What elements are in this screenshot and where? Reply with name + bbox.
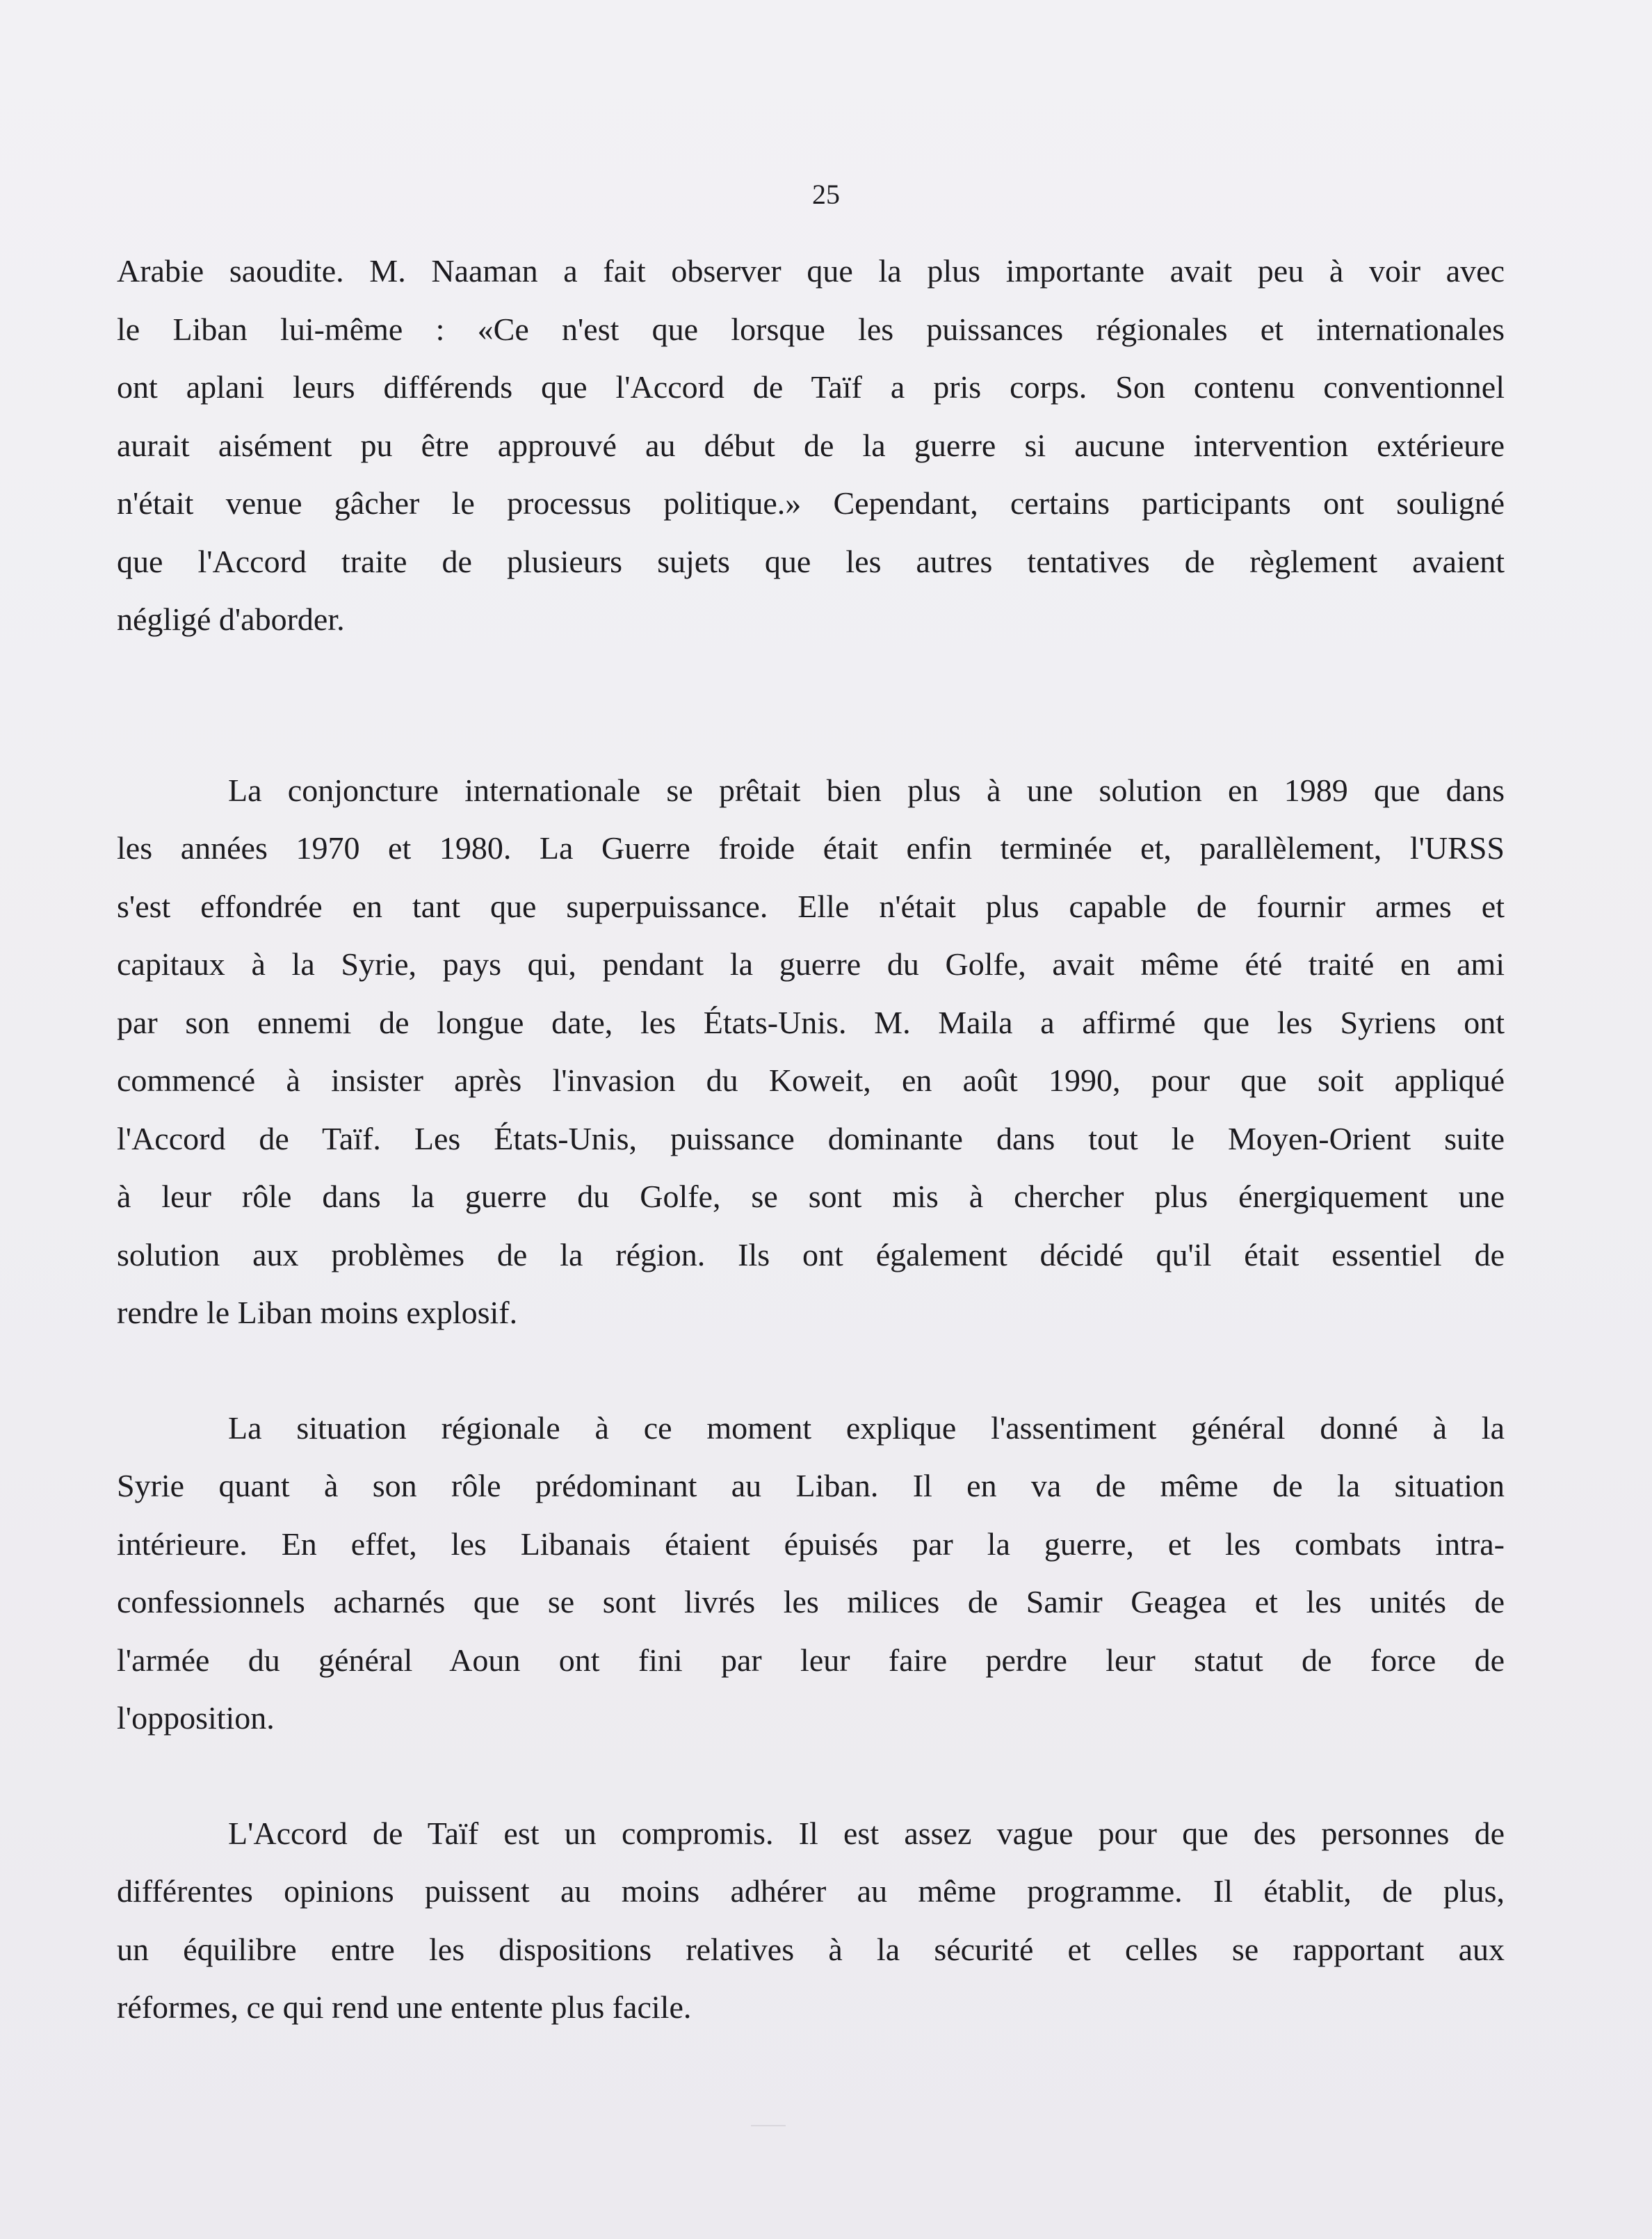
text-line: différentes opinions puissent au moins adhérer au même programme. Il établit, de plus, (117, 1873, 1505, 1909)
text-line: confessionnels acharnés que se sont livrés les milices de Samir Geagea et les unités de (117, 1584, 1505, 1619)
text-line: l'Accord de Taïf. Les États-Unis, puissance dominante dans tout le Moyen-Orient suite (117, 1120, 1505, 1156)
text-line: n'était venue gâcher le processus politique.» Cependant, certains participants ont souligné (117, 485, 1505, 521)
text-line: le Liban lui-même : «Ce n'est que lorsque les puissances régionales et internationales (117, 311, 1505, 347)
paragraph-3 (117, 1399, 1505, 1747)
text-line: par son ennemi de longue date, les États-Unis. M. Maila a affirmé que les Syriens ont (117, 1004, 1505, 1040)
text-line: que l'Accord traite de plusieurs sujets que les autres tentatives de règlement avaient (117, 543, 1505, 579)
paragraph-2 (117, 761, 1505, 1342)
text-line: un équilibre entre les dispositions relatives à la sécurité et celles se rapportant aux (117, 1931, 1505, 1967)
text-line: intérieure. En effet, les Libanais étaient épuisés par la guerre, et les combats intra- (117, 1526, 1505, 1562)
text-line: La conjoncture internationale se prêtait bien plus à une solution en 1989 que dans (228, 772, 1505, 808)
text-line: solution aux problèmes de la région. Ils ont également décidé qu'il était essentiel de (117, 1236, 1505, 1272)
text-line: L'Accord de Taïf est un compromis. Il est assez vague pour que des personnes de (228, 1815, 1505, 1851)
text-line: Syrie quant à son rôle prédominant au Liban. Il en va de même de la situation (117, 1468, 1505, 1503)
text-line: La situation régionale à ce moment explique l'assentiment général donné à la (228, 1409, 1505, 1446)
text-line: aurait aisément pu être approuvé au début de la guerre si aucune intervention extérieure (117, 427, 1505, 463)
text-line: rendre le Liban moins explosif. (117, 1295, 518, 1330)
text-line: les années 1970 et 1980. La Guerre froide était enfin terminée et, parallèlement, l'URSS (117, 830, 1505, 866)
text-line: négligé d'aborder. (117, 601, 345, 637)
text-line: l'armée du général Aoun ont fini par leur faire perdre leur statut de force de (117, 1642, 1505, 1678)
text-line: l'opposition. (117, 1700, 275, 1736)
text-line: à leur rôle dans la guerre du Golfe, se sont mis à chercher plus énergiquement une (117, 1179, 1505, 1214)
text-line: commencé à insister après l'invasion du Koweit, en août 1990, pour que soit appliqué (117, 1062, 1505, 1098)
page-number: 25 (812, 179, 840, 210)
paragraph-4 (117, 1804, 1505, 2037)
text-line: ont aplani leurs différends que l'Accord de Taïf a pris corps. Son contenu conventionnel (117, 369, 1505, 405)
scan-mark (751, 2125, 786, 2126)
text-line: capitaux à la Syrie, pays qui, pendant la guerre du Golfe, avait même été traité en ami (117, 946, 1505, 982)
paragraph-1 (117, 242, 1505, 649)
body-text (117, 242, 1505, 2037)
text-line: s'est effondrée en tant que superpuissance. Elle n'était plus capable de fournir armes et (117, 888, 1505, 924)
text-line: réformes, ce qui rend une entente plus facile. (117, 1989, 692, 2025)
text-line: Arabie saoudite. M. Naaman a fait observer que la plus importante avait peu à voir avec (117, 253, 1505, 289)
